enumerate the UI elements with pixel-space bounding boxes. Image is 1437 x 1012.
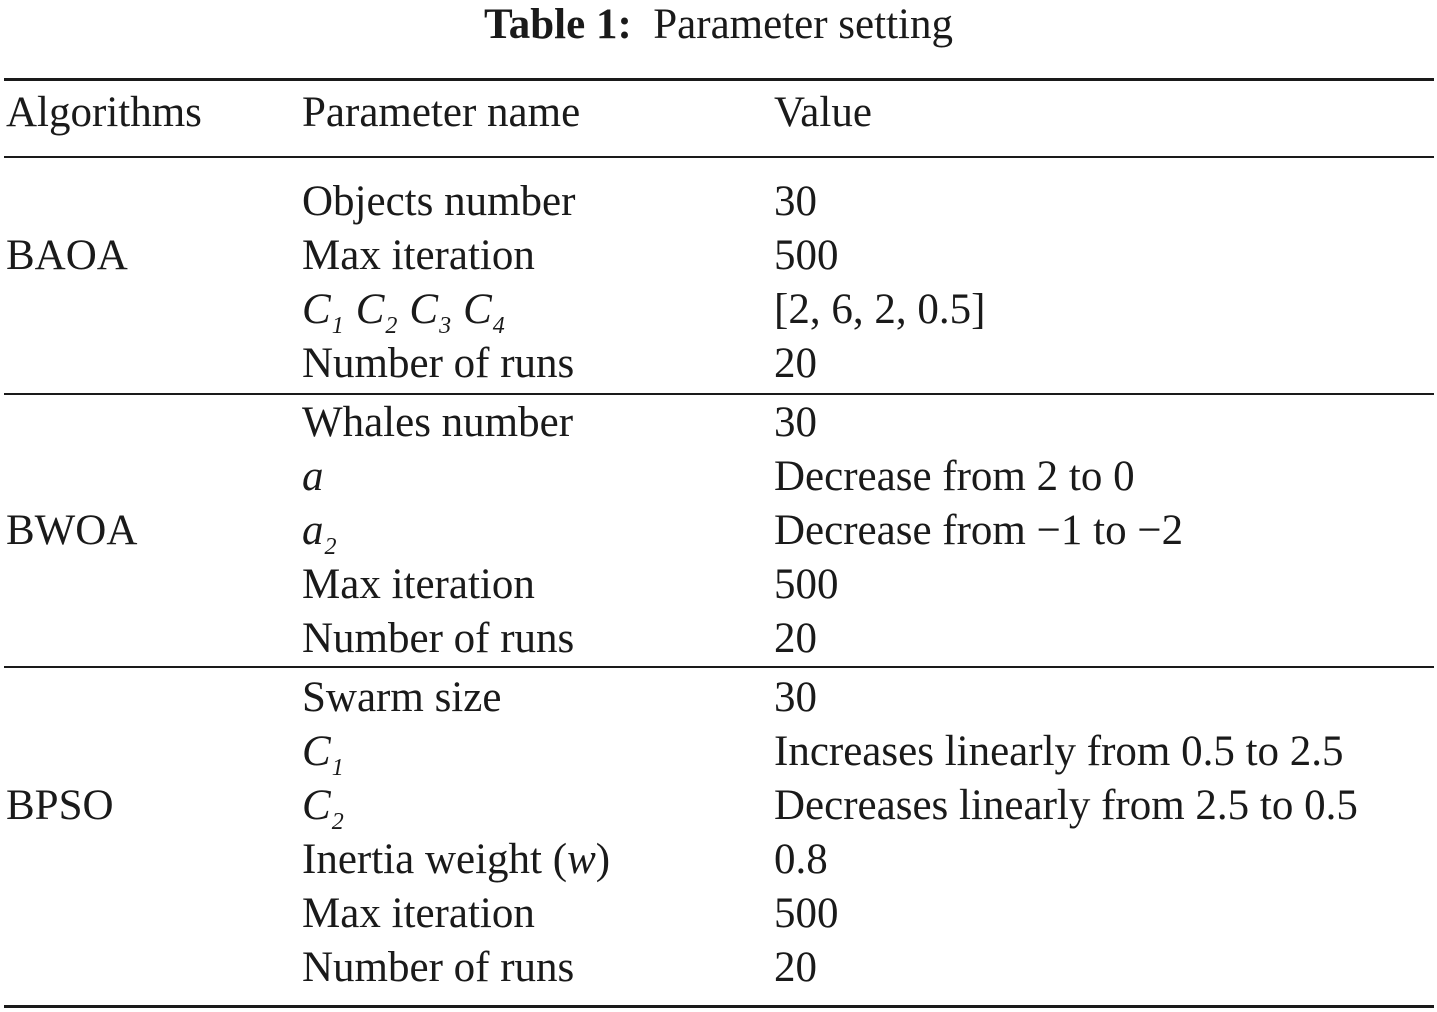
parameter-value: 20 — [774, 340, 817, 387]
parameter-value: Increases linearly from 0.5 to 2.5 — [774, 728, 1344, 775]
parameter-name: Max iteration — [302, 890, 535, 937]
parameter-value: Decrease from 2 to 0 — [774, 453, 1135, 500]
parameter-name: Whales number — [302, 399, 574, 446]
parameter-name: Max iteration — [302, 232, 535, 279]
table-caption — [0, 2, 1437, 48]
parameter-symbol — [302, 504, 337, 558]
parameter-name: Number of runs — [302, 340, 575, 387]
parameter-value: 500 — [774, 232, 839, 279]
algorithm-label: BWOA — [6, 507, 138, 554]
parameter-name: Number of runs — [302, 615, 575, 662]
algorithm-label: BAOA — [6, 232, 128, 279]
math-symbol: w — [567, 836, 596, 883]
math-symbol: $C_1$ — [302, 728, 344, 781]
math-symbol: $a_2$ — [302, 507, 337, 560]
math-symbol: a — [302, 453, 324, 500]
column-header-algorithms: Algorithms — [6, 89, 202, 136]
math-symbol: $C_4$ — [463, 286, 505, 339]
parameter-value: Decreases linearly from 2.5 to 0.5 — [774, 782, 1358, 829]
parameter-symbol — [302, 779, 344, 833]
parameter-name: Objects number — [302, 178, 576, 225]
parameter-symbol-list — [302, 283, 505, 337]
table-caption-label: Table 1: — [484, 1, 632, 48]
table-bottom-rule — [4, 1005, 1434, 1008]
parameter-value: 20 — [774, 944, 817, 991]
math-symbol: $C_2$ — [355, 286, 398, 339]
parameter-value: Decrease from −1 to −2 — [774, 507, 1184, 554]
parameter-symbol — [302, 725, 344, 779]
group-divider-bwoa-bpso — [4, 666, 1434, 668]
parameter-symbol — [302, 450, 324, 504]
column-header-parameter-name: Parameter name — [302, 89, 581, 136]
parameter-value: 500 — [774, 890, 839, 937]
parameter-name: Inertia weight — [302, 836, 542, 883]
math-symbol: $C_3$ — [409, 286, 452, 339]
math-symbol: $C_1$ — [302, 286, 344, 339]
parameter-name: Swarm size — [302, 674, 502, 721]
table-caption-title: Parameter setting — [653, 1, 953, 48]
column-header-value: Value — [774, 89, 872, 136]
parameter-value: 30 — [774, 674, 817, 721]
parameter-value: 20 — [774, 615, 817, 662]
parameter-value: 30 — [774, 399, 817, 446]
group-divider-baoa-bwoa — [4, 393, 1434, 395]
parameter-value: 500 — [774, 561, 839, 608]
parameter-value: [2, 6, 2, 0.5] — [774, 286, 986, 333]
parameter-name: Max iteration — [302, 561, 535, 608]
table-header-rule — [4, 156, 1434, 158]
algorithm-label: BPSO — [6, 782, 114, 829]
parameter-name-inertia: Inertia weight (w) — [302, 836, 611, 883]
math-symbol: $C_2$ — [302, 782, 344, 835]
parameter-value: 0.8 — [774, 836, 828, 883]
parameter-value: 30 — [774, 178, 817, 225]
table-top-rule — [4, 78, 1434, 81]
parameter-name: Number of runs — [302, 944, 575, 991]
